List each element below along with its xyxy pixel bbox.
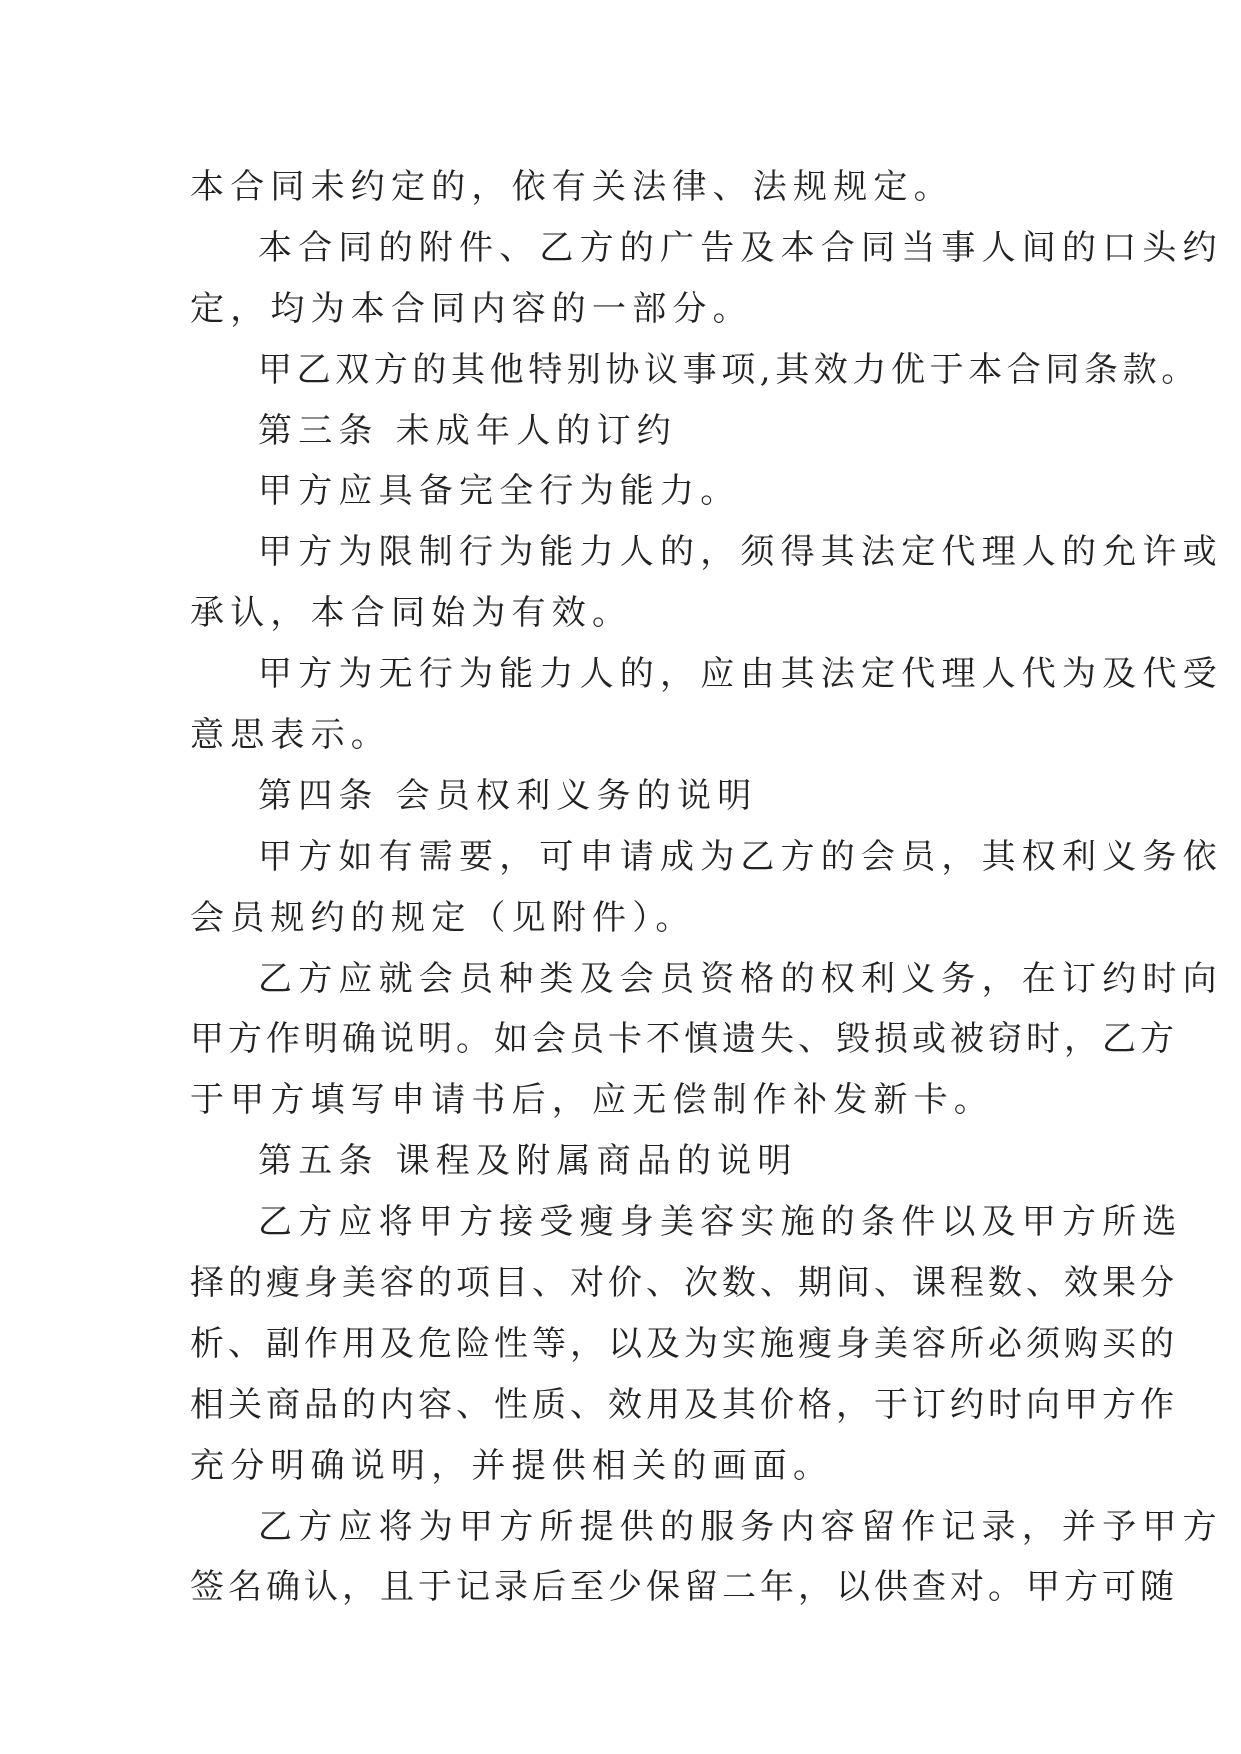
article-heading: 第四条 会员权利义务的说明 [258, 775, 758, 816]
article-heading: 第三条 未成年人的订约 [258, 410, 678, 451]
paragraph-line: 乙方应将甲方接受瘦身美容实施的条件以及甲方所选 [258, 1202, 1183, 1243]
text-line: 相关商品的内容、性质、效用及其价格，于订约时向甲方作 [190, 1384, 1178, 1425]
text-line: 签名确认，且于记录后至少保留二年，以供查对。甲方可随 [190, 1567, 1178, 1608]
text-line: 甲方作明确说明。如会员卡不慎遗失、毁损或被窃时，乙方 [190, 1019, 1178, 1060]
paragraph-line: 甲方为限制行为能力人的，须得其法定代理人的允许或 [258, 532, 1223, 573]
paragraph-line: 甲方为无行为能力人的，应由其法定代理人代为及代受 [258, 654, 1223, 695]
contract-body [190, 157, 1223, 1618]
paragraph-line: 乙方应将为甲方所提供的服务内容留作记录，并予甲方 [258, 1506, 1223, 1547]
paragraph-line: 乙方应就会员种类及会员资格的权利义务，在订约时向 [258, 958, 1223, 999]
paragraph-line: 甲方应具备完全行为能力。 [258, 471, 741, 512]
text-line: 承认，本合同始为有效。 [190, 593, 633, 634]
text-line: 定，均为本合同内容的一部分。 [190, 288, 753, 329]
text-line: 析、副作用及危险性等，以及为实施瘦身美容所必须购买的 [190, 1323, 1178, 1364]
text-line: 本合同未约定的，依有关法律、法规规定。 [190, 167, 954, 207]
paragraph-line: 本合同的附件、乙方的广告及本合同当事人间的口头约 [258, 227, 1223, 268]
text-line: 于甲方填写申请书后，应无偿制作补发新卡。 [190, 1080, 994, 1121]
paragraph-line: 甲乙双方的其他特别协议事项,其效力优于本合同条款。 [258, 349, 1200, 390]
text-line: 充分明确说明，并提供相关的画面。 [190, 1445, 834, 1486]
text-line: 择的瘦身美容的项目、对价、次数、期间、课程数、效果分 [190, 1263, 1178, 1304]
article-heading: 第五条 课程及附属商品的说明 [258, 1141, 798, 1182]
paragraph-line: 甲方如有需要，可申请成为乙方的会员，其权利义务依 [258, 836, 1223, 877]
text-line: 会员规约的规定（见附件）。 [190, 897, 696, 938]
text-line: 意思表示。 [190, 715, 391, 756]
